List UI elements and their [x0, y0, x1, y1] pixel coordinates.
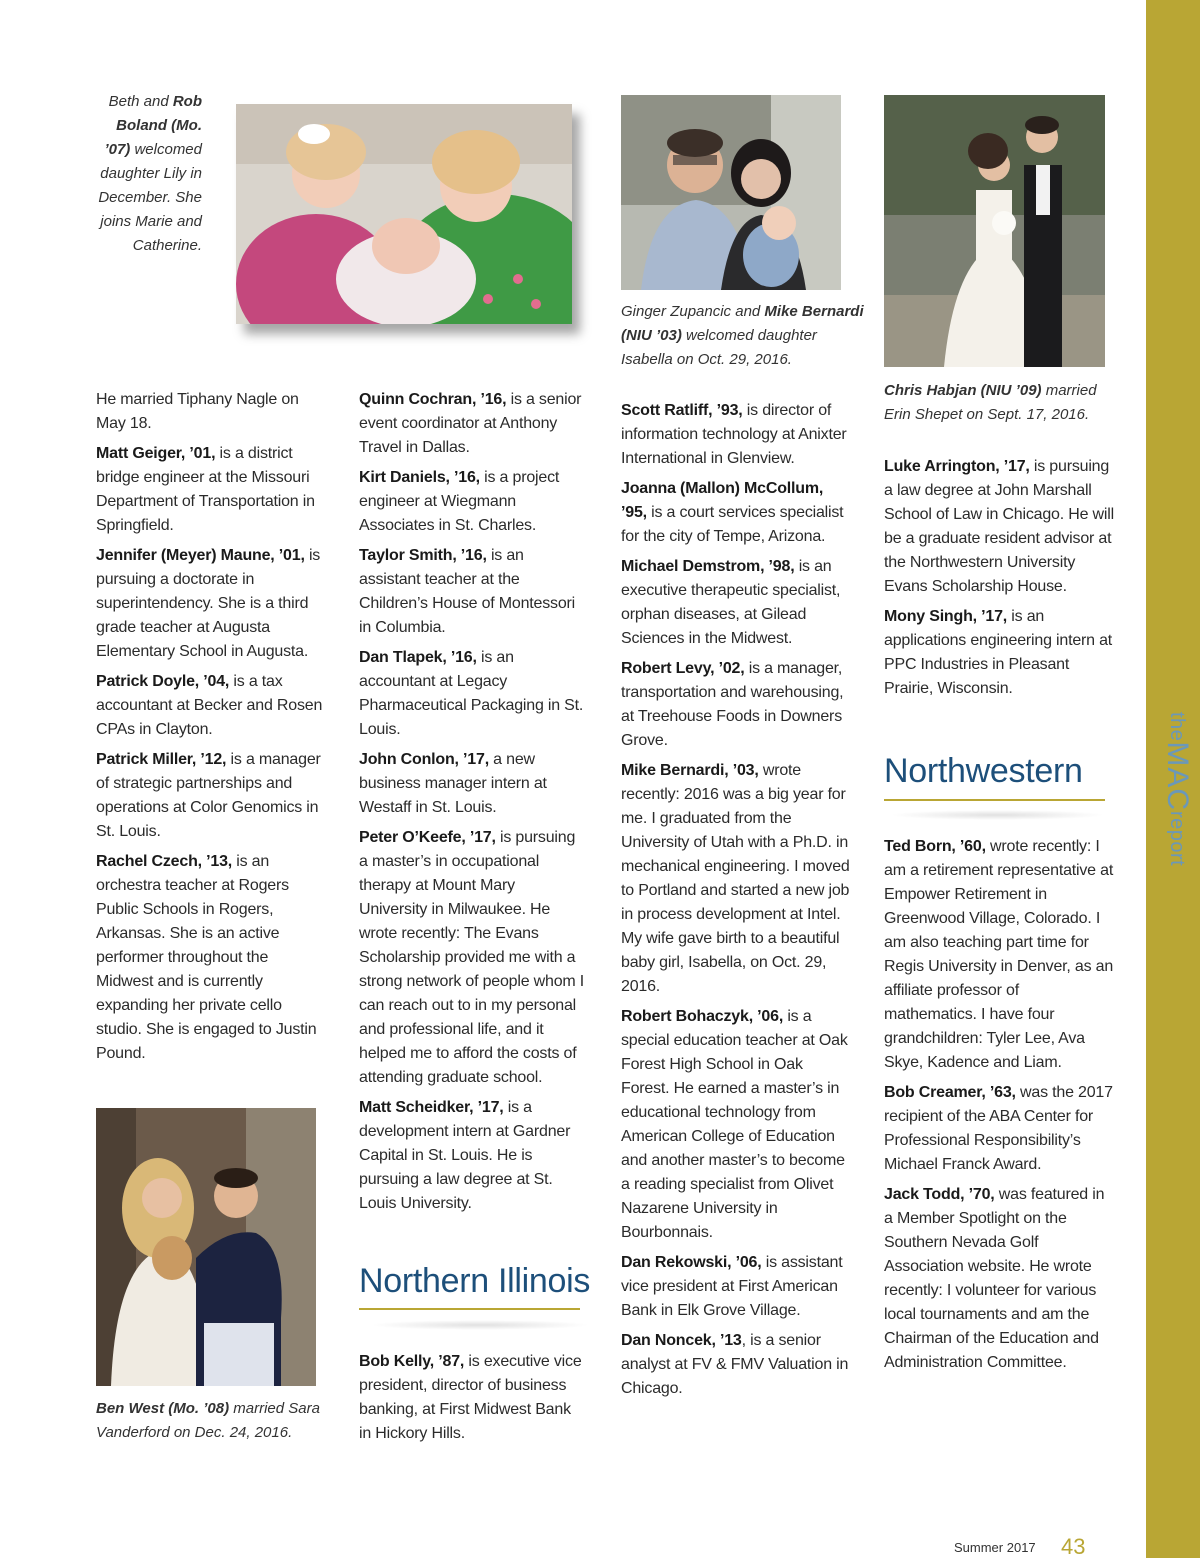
entry-name: John Conlon, ’17,: [359, 751, 489, 768]
section-heading-northern-illinois: Northern Illinois: [359, 1262, 591, 1300]
entry: [884, 605, 1114, 701]
title-mac: MAC: [1161, 741, 1194, 811]
entry-text: is pursuing a master’s in occupational therapy at Mount Mary University in Milwaukee. He wrote recently: The Evans Scholarship provided me with a strong network of people whom I can reach out to in my personal and professional life, and it helped me to afford the costs of attending graduate school.: [359, 829, 585, 1086]
entry-text: is a manager, transportation and warehousing, at Treehouse Foods in Downers Grove.: [621, 660, 844, 749]
entry: [621, 1329, 851, 1401]
entry-name: Jennifer (Meyer) Maune, ’01,: [96, 547, 305, 564]
column-1: [96, 388, 326, 1072]
entry-name: Bob Creamer, ’63,: [884, 1084, 1016, 1101]
entry-name: Ted Born, ’60,: [884, 838, 986, 855]
entry-text: welcomed daughter Lily in December. She joins Marie and Catherine.: [98, 141, 202, 254]
entry: [96, 670, 326, 742]
entry: [884, 835, 1114, 1075]
entry: [96, 748, 326, 844]
entry-name: Scott Ratliff, ’93,: [621, 402, 743, 419]
entry: [359, 1350, 587, 1446]
entry-text: wrote recently: 2016 was a big year for me. I graduated from the University of Utah with a Ph.D. in mechanical engineering. I moved to Portland and started a new job in process development at Intel. My wife gave birth to a beautiful baby girl, Isabella, on Oct. 29, 2016.: [621, 762, 850, 995]
entry-text: is a manager of strategic partnerships and operations at Color Genomics in St. Louis.: [96, 751, 321, 840]
page-number: 43: [1061, 1534, 1086, 1559]
entry: [884, 1183, 1114, 1375]
entry: [359, 646, 587, 742]
entry-name: Robert Levy, ’02,: [621, 660, 745, 677]
title-the: the: [1166, 712, 1188, 742]
entry-name: Patrick Miller, ’12,: [96, 751, 227, 768]
entry-text: is assistant vice president at First American Bank in Elk Grove Village.: [621, 1254, 843, 1319]
entry-text: Ginger Zupancic and: [621, 303, 765, 320]
entry-name: Michael Demstrom, ’98,: [621, 558, 795, 575]
entry: [884, 1081, 1114, 1177]
entry-name: Matt Geiger, ’01,: [96, 445, 216, 462]
entry: [621, 399, 851, 471]
entry-text: wrote recently: I am a retirement representative at Empower Retirement in Greenwood Village, Colorado. I am also teaching part time for Regis University in Denver, as an affiliate professor of mathematics. I have four grandchildren: Tyler Lee, Ava Skye, Kadence and Liam.: [884, 838, 1114, 1071]
entry: [621, 1005, 851, 1245]
column-3: [621, 399, 851, 1407]
entry: [96, 442, 326, 538]
entry: [359, 748, 587, 820]
entry-text: was the 2017 recipient of the ABA Center for Professional Responsibility’s Michael Franck Award.: [884, 1084, 1113, 1173]
entry: [359, 544, 587, 640]
caption-west: [96, 1397, 336, 1445]
entry-name: Mike Bernardi (NIU ’03): [621, 303, 864, 344]
entry-text: is pursuing a law degree at John Marshall School of Law in Chicago. He will be a graduate resident advisor at the Northwestern University Evans Scholarship House.: [884, 458, 1114, 595]
entry: [96, 544, 326, 664]
entry-text: is an orchestra teacher at Rogers Public Schools in Rogers, Arkansas. She is an active performer throughout the Midwest and is currently expanding her private cello studio. She is engaged to Justin Pound.: [96, 853, 317, 1062]
footer-issue: Summer 2017: [954, 1540, 1036, 1555]
entry-name: Dan Tlapek, ’16,: [359, 649, 477, 666]
entry-text: is a senior event coordinator at Anthony Travel in Dallas.: [359, 391, 582, 456]
entry-text: is director of information technology at Anixter International in Glenview.: [621, 402, 847, 467]
entry: [359, 466, 587, 538]
entry-text: is a court services specialist for the city of Tempe, Arizona.: [621, 504, 844, 545]
entry-name: Dan Rekowski, ’06,: [621, 1254, 762, 1271]
entry-name: Patrick Doyle, ’04,: [96, 673, 230, 690]
northern-illinois-entries: [359, 1350, 587, 1452]
entry-text: is an assistant teacher at the Children’s House of Montessori in Columbia.: [359, 547, 576, 636]
entry-name: Joanna (Mallon) McCollum, ’95,: [621, 480, 824, 521]
entry-name: Matt Scheidker, ’17,: [359, 1099, 504, 1116]
heading-shadow: [370, 1320, 590, 1330]
column-4: [884, 455, 1114, 707]
entry-text: He married Tiphany Nagle on May 18.: [96, 391, 299, 432]
entry: [621, 555, 851, 651]
entry-name: Jack Todd, ’70,: [884, 1186, 995, 1203]
photo-bernardi-family: [621, 95, 841, 290]
entry: [359, 826, 587, 1090]
entry: [621, 657, 851, 753]
caption-bernardi: [621, 300, 871, 372]
entry-text: is a project engineer at Wiegmann Associates in St. Charles.: [359, 469, 560, 534]
section-heading-northwestern: Northwestern: [884, 752, 1083, 790]
entry-text: , is a senior analyst at FV & FMV Valuation in Chicago.: [621, 1332, 849, 1397]
entry: [96, 388, 326, 436]
entry: [96, 850, 326, 1066]
entry-text: married Sara Vanderford on Dec. 24, 2016.: [96, 1400, 320, 1441]
heading-rule: [359, 1308, 580, 1310]
entry-name: Luke Arrington, ’17,: [884, 458, 1030, 475]
entry: [621, 1251, 851, 1323]
entry-name: Bob Kelly, ’87,: [359, 1353, 465, 1370]
entry-text: is an applications engineering intern at PPC Industries in Pleasant Prairie, Wisconsin.: [884, 608, 1113, 697]
caption-habjan: [884, 379, 1124, 427]
entry-text: is a special education teacher at Oak Forest High School in Oak Forest. He earned a master’s in educational technology from American College of Education and another master’s to become a reading specialist from Olivet Nazarene University in Bourbonnais.: [621, 1008, 848, 1241]
caption-boland: [96, 90, 202, 258]
entry-name: Dan Noncek, ’13: [621, 1332, 742, 1349]
entry: [359, 388, 587, 460]
title-report: report: [1166, 810, 1188, 867]
photo-habjan-wedding: [884, 95, 1105, 367]
entry-text: Beth and: [108, 93, 173, 110]
entry-name: Taylor Smith, ’16,: [359, 547, 487, 564]
entry-text: married Erin Shepet on Sept. 17, 2016.: [884, 382, 1097, 423]
entry-text: is pursuing a doctorate in superintendency. She is a third grade teacher at Augusta Elementary School in Augusta.: [96, 547, 321, 660]
heading-rule: [884, 799, 1105, 801]
entry-text: is executive vice president, director of business banking, at First Midwest Bank in Hickory Hills.: [359, 1353, 582, 1442]
entry-text: is an executive therapeutic specialist, orphan diseases, at Gilead Sciences in the Midwest.: [621, 558, 841, 647]
entry-text: is a development intern at Gardner Capital in St. Louis. He is pursuing a law degree at St. Louis University.: [359, 1099, 571, 1212]
entry-text: a new business manager intern at Westaff in St. Louis.: [359, 751, 547, 816]
entry-text: welcomed daughter Isabella on Oct. 29, 2016.: [621, 327, 817, 368]
magazine-title-vertical: [1161, 712, 1194, 867]
entry-name: Kirt Daniels, ’16,: [359, 469, 480, 486]
entry-text: is a district bridge engineer at the Missouri Department of Transportation in Springfield.: [96, 445, 315, 534]
entry-text: was featured in a Member Spotlight on the Southern Nevada Golf Association website. He wrote recently: I volunteer for various local tournaments and am the Chairman of the Education and Administration Committee.: [884, 1186, 1105, 1371]
entry: [621, 477, 851, 549]
entry-name: Peter O’Keefe, ’17,: [359, 829, 496, 846]
entry-name: Mony Singh, ’17,: [884, 608, 1008, 625]
entry-name: Quinn Cochran, ’16,: [359, 391, 507, 408]
photo-west-couple: [96, 1108, 316, 1386]
heading-shadow: [890, 810, 1105, 820]
entry: [621, 759, 851, 999]
entry-name: Mike Bernardi, ’03,: [621, 762, 759, 779]
column-2: [359, 388, 587, 1222]
entry-name: Ben West (Mo. ’08): [96, 1400, 230, 1417]
entry-text: is a tax accountant at Becker and Rosen CPAs in Clayton.: [96, 673, 323, 738]
entry-name: Rob Boland (Mo. ’07): [104, 93, 202, 158]
northwestern-entries: [884, 835, 1114, 1381]
entry: [359, 1096, 587, 1216]
entry-name: Chris Habjan (NIU ’09): [884, 382, 1042, 399]
entry-name: Robert Bohaczyk, ’06,: [621, 1008, 784, 1025]
entry: [884, 455, 1114, 599]
entry-name: Rachel Czech, ’13,: [96, 853, 233, 870]
photo-boland-daughters: [236, 104, 572, 324]
entry-text: is an accountant at Legacy Pharmaceutical Packaging in St. Louis.: [359, 649, 584, 738]
